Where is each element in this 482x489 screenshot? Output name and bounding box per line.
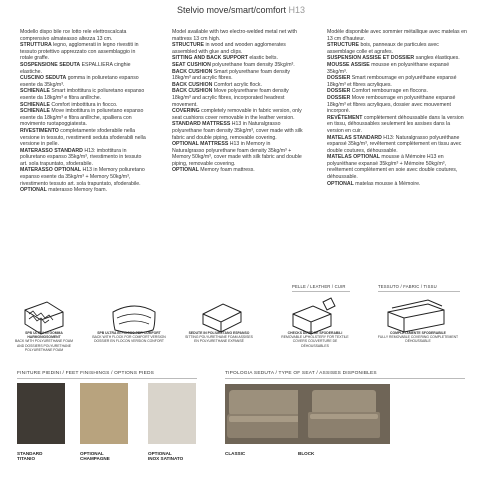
description-text: H13 in Naturalgrasso polyurethane foam density 35kg/m³, cover made with silk fabric and double piping, removable covering. — [172, 121, 303, 141]
swatch-label-inox: OPTIONAL INOX SATINATO — [148, 451, 184, 462]
description-text: Memory foam mattress. — [198, 167, 255, 174]
description-label: OPTIONAL — [172, 167, 199, 174]
description-paragraph — [327, 154, 467, 180]
description-text: H13 in Memory poliuretano espanso esente da 35kg/m³ + Memory 50kg/m³, rivestimento tessuto art. sola trapuntato, sfoderabile. — [20, 167, 145, 187]
icon-caption-2: SPB ULTRA IN FIOCCO PER COMFORT BACK WITH FLOCK FOR COMFORT VERSION DOSSIER EN FLOCON VERSION CONFORT — [92, 331, 166, 344]
description-paragraph — [172, 141, 304, 167]
description-paragraph — [20, 29, 146, 42]
description-text: Model available with two electro-welded metal net with mattress 13 cm high. — [172, 29, 297, 42]
description-text: Comfort acrylic flock. — [212, 81, 262, 88]
description-paragraph — [172, 88, 304, 108]
swatch-titanio — [17, 383, 65, 444]
description-label: CUSCINO SEDUTA — [20, 75, 67, 82]
description-label: OPTIONAL MATTRESS — [172, 141, 229, 148]
swatch-label-titanio: STANDARD TITANIO — [17, 451, 43, 462]
description-label: OPTIONAL — [327, 180, 354, 187]
description-text: materasso Memory foam. — [46, 187, 108, 194]
seat-classic-label: CLASSIC — [225, 451, 246, 456]
description-text: legno, agglomerati in legno rivestiti in tessuto protettivo apprezzato con assemblaggio in rotale graffe. — [20, 42, 139, 62]
seat-type-header: TIPOLOGIA SEDUTA / TYPE OF SEAT / ASSISES DISPONIBLES — [225, 371, 377, 376]
description-paragraph — [172, 108, 304, 121]
description-text: polyurethane foam density 35kg/m³. — [210, 61, 295, 68]
description-label: OPTIONAL — [20, 187, 47, 194]
description-label: STANDARD MATTRESS — [172, 121, 231, 128]
icon-caption-4: CHECKS DIREDGE SFODERABILI REMOVABLE UPHOLSTERY FOR TEXTILE COVERS COUVERTURE DE DÉHOUSSABLES — [281, 331, 349, 348]
description-label: BACK CUSHION — [172, 68, 213, 75]
title-text: Stelvio move/smart/comfort — [176, 5, 286, 15]
description-label: STRUTTURA — [20, 42, 52, 49]
description-text: gomma in poliuretano espanso esente da 35kg/m³. — [20, 75, 139, 88]
description-column-it — [20, 29, 146, 194]
description-label: SCHIENALE — [20, 88, 50, 95]
description-label: MATELAS OPTIONAL — [327, 154, 380, 161]
description-label: STRUCTURE — [327, 42, 359, 49]
seat-block-label: BLOCK — [298, 451, 315, 456]
description-paragraph — [327, 181, 467, 188]
description-paragraph — [172, 82, 304, 89]
description-label: SITTING AND BACK SUPPORT — [172, 55, 248, 62]
icon-caption-3: SEDUTE IN POLIURETANO ESPANSO SITTING POLYURETHANE FOAM ASSISES EN POLYURETHANE EXPANSÉ — [185, 331, 253, 344]
description-label: DOSSIER — [327, 75, 351, 82]
description-paragraph — [20, 62, 146, 75]
description-text: H13 in Memory in Naturalgrasso polyurethane foam density 35kg/m³ + Memory 50kg/m³, cover made with silk fabric and double piping, removable covering. — [172, 141, 302, 167]
description-paragraph — [327, 29, 467, 42]
description-paragraph — [20, 167, 146, 187]
description-text: Smart imbottitura ic poliuretano espanso esente da 18kg/m³ e fibra anillrche. — [20, 88, 145, 101]
description-text: Move imbottitura in poliuretano espanso esente da 18kg/m³ e fibra anillrche, spalliera con movimento ruotapoggiatesta. — [20, 108, 144, 128]
description-text: mousse à Mémoire H13 en polyuréthane expansé 35kg/m³ + Mémoire 50kg/m³, revêtement complètement en soie avec double coutures, déhoussable. — [327, 154, 458, 181]
description-paragraph — [172, 55, 304, 62]
description-label: SCHIENALE — [20, 108, 50, 115]
title-code: H13 — [288, 5, 306, 15]
description-label: DOSSIER — [327, 94, 351, 101]
description-label: STRUCTURE — [172, 42, 204, 49]
description-paragraph — [327, 55, 467, 62]
page-title — [0, 5, 482, 15]
description-paragraph — [327, 115, 467, 135]
description-label: DOSSIER — [327, 88, 351, 95]
description-paragraph — [172, 29, 304, 42]
description-label: BACK CUSHION — [172, 81, 213, 88]
description-label: REVÊTEMENT — [327, 114, 363, 121]
feet-header: FINITURE PIEDINI / FEET FINISHINGS / OPTIONS PIEDS — [17, 371, 155, 376]
description-paragraph — [20, 187, 146, 194]
fabric-header: TESSUTO / FABRIC / TISSU — [378, 284, 437, 289]
description-text: H13: imbottitura in poliuretano espanso 35kg/m³, rivestimento in tessuto art. sola trapuntato, sfoderabile. — [20, 147, 142, 167]
description-text: in wood and wooden agglomerates assembled with glue and clips. — [172, 42, 286, 55]
description-text: complètement déhoussable dans la version en tissu, déhoussables seulement les assises dans la version en cuir. — [327, 114, 464, 134]
seat-type-divider — [225, 378, 465, 379]
description-label: RIVESTIMENTO — [20, 127, 59, 134]
description-column-en — [172, 29, 304, 174]
description-paragraph — [327, 88, 467, 95]
description-paragraph — [20, 102, 146, 109]
swatch-inox — [148, 383, 196, 444]
description-label: SOSPENSIONE SEDUTA — [20, 61, 81, 68]
description-text: completely removable in fabric version, only seat cushions cover removable in the leather version. — [172, 108, 302, 121]
swatch-label-champagne: OPTIONAL CHAMPAGNE — [80, 451, 110, 462]
description-text: Smart polyurethane foam density 18kg/m³ and acrylic fibres. — [172, 68, 290, 82]
description-text: Smart rembourrage en polyuréthane expansé 18kg/m³ et fibres acryliques. — [327, 75, 457, 88]
description-text: Move rembourrage en polyuréthane expansé 18kg/m³ et fibres acryliques, dossier avec mouvement incorporé. — [327, 94, 456, 115]
description-text: matelas mousse à Mémoire. — [353, 180, 421, 187]
swatch-champagne — [80, 383, 128, 444]
description-text: sangles élastiques. — [414, 55, 460, 62]
leather-header: PELLE / LEATHER / CUIR — [292, 284, 346, 289]
description-label: MATELAS STANDARD — [327, 134, 382, 141]
description-text: ESPALLIERA cinghie elastiche. — [20, 61, 131, 75]
description-paragraph — [327, 95, 467, 115]
description-text: Comfort rembourrage en flocons. — [350, 88, 428, 95]
description-label: MATERASSO OPTIONAL — [20, 167, 82, 174]
description-paragraph — [327, 135, 467, 155]
description-text: Move polyurethane foam density 18kg/m³ and acrylic fibres, incorporated headrest movement. — [172, 88, 289, 108]
description-paragraph — [20, 128, 146, 148]
seat-block-image — [298, 384, 390, 444]
description-label: COVERING — [172, 108, 200, 115]
description-paragraph — [327, 62, 467, 75]
description-text: Modèle disponible avec sommier métallique avec matelas en 13 cm d'hauteur. — [327, 29, 467, 42]
description-paragraph — [20, 75, 146, 88]
description-text: completamente sfoderabile nella versione in tessuto, rvestimenti seduta sfoderabili nella versione in pelle. — [20, 127, 146, 148]
description-paragraph — [172, 62, 304, 69]
description-paragraph — [20, 148, 146, 168]
description-paragraph — [20, 108, 146, 128]
description-text: bois, panneaux de particules avec assemblage colle et agrafes. — [327, 42, 439, 55]
description-text: Comfort imbottitura in fiocco. — [49, 101, 118, 108]
description-label: SCHIENALE — [20, 101, 50, 108]
description-label: SEAT CUSHION — [172, 61, 211, 68]
description-label: SUSPENSION ASSISE ET DOSSIER — [327, 55, 415, 62]
description-text: mousse en polyuréthane expansé 35kg/m³. — [327, 61, 450, 75]
description-paragraph — [327, 75, 467, 88]
description-label: MATERASSO STANDARD — [20, 147, 83, 154]
description-label: BACK CUSHION — [172, 88, 213, 95]
description-paragraph — [172, 69, 304, 82]
description-paragraph — [20, 88, 146, 101]
description-text: H13: Naturalgrasso polyuréthane expansé 35kg/m³, revêtement complètement en tissu avec double coutures, déhoussable. — [327, 134, 462, 154]
description-column-fr — [327, 29, 467, 187]
description-paragraph — [172, 42, 304, 55]
description-paragraph — [172, 121, 304, 141]
description-paragraph — [20, 42, 146, 62]
description-text: Modello dispo bile rce lotto rele elettroscalcata comprensivo almateasso altezza 13 cm. — [20, 29, 127, 42]
description-paragraph — [172, 167, 304, 174]
description-text: elastic belts. — [247, 55, 278, 62]
description-paragraph — [327, 42, 467, 55]
feet-divider — [17, 378, 197, 379]
icon-caption-1: SPB ULTRA IN GOMMA HARMONIOSOMENT BACK WITH POLYURETHANE FOAM AND DOSSIERS POLYURETHANE POLYURETHANE FOAM — [15, 331, 73, 352]
icon-caption-5: COMPLETAMENTE SFODERABILE FULLY REMOVABLE COVERING COMPLETEMENT DÉHOUSSABLE — [377, 331, 459, 344]
description-label: MOUSSE ASSISE — [327, 61, 370, 68]
